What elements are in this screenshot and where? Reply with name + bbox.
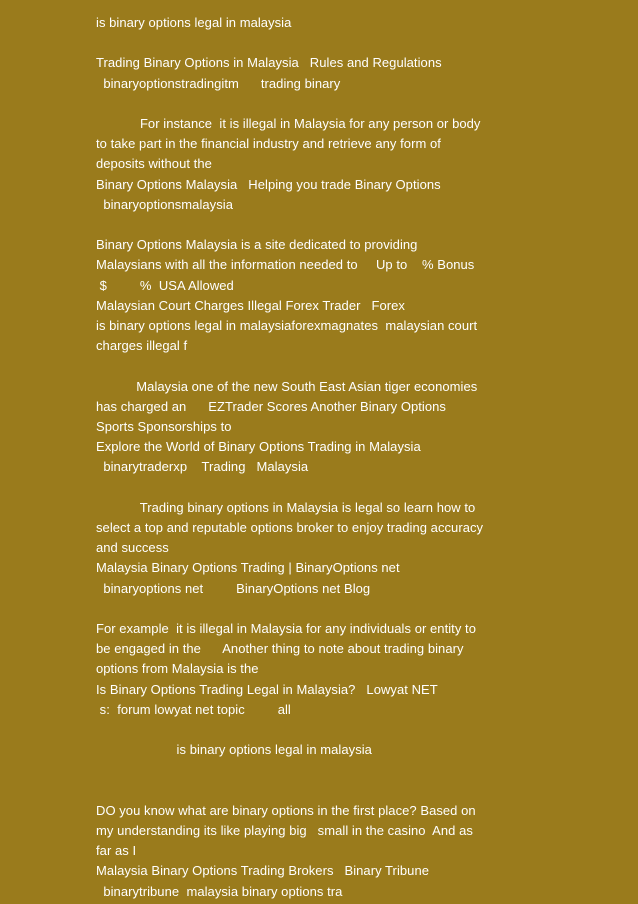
result-snippet: Malaysians with all the information needed to Up to % Bonus — [96, 257, 475, 273]
text-column — [96, 13, 536, 902]
result-title: Binary Options Malaysia Helping you trade Binary Options — [96, 176, 441, 192]
result-url: binarytraderxp Trading Malaysia — [96, 459, 309, 475]
blank-line — [96, 215, 536, 235]
result-snippet: my understanding its like playing big small in the casino And as — [96, 822, 473, 838]
blank-line — [96, 760, 536, 780]
blank-line — [96, 33, 536, 53]
result-title: Malaysia Binary Options Trading | BinaryOptions net — [96, 560, 400, 576]
result-url: binaryoptionstradingitm trading binary — [96, 75, 341, 91]
blank-line — [96, 478, 536, 498]
result-snippet: For instance it is illegal in Malaysia for any person or body — [96, 115, 481, 131]
result-url: is binary options legal in malaysiaforexmagnates malaysian court — [96, 318, 478, 333]
result-snippet: to take part in the financial industry and retrieve any form of — [96, 136, 441, 152]
result-title: Is Binary Options Trading Legal in Malaysia? Lowyat NET — [96, 681, 438, 697]
blank-line — [96, 356, 536, 376]
result-url: s: forum lowyat net topic all — [96, 701, 291, 717]
result-url: binaryoptions net BinaryOptions net Blog — [96, 580, 371, 596]
result-title: Explore the World of Binary Options Trading in Malaysia — [96, 439, 421, 455]
result-snippet: far as I — [96, 843, 137, 859]
result-snippet: options from Malaysia is the — [96, 661, 259, 677]
result-url: charges illegal f — [96, 338, 188, 354]
result-title: Trading Binary Options in Malaysia Rules and Regulations — [96, 55, 442, 71]
result-snippet: $ % USA Allowed — [96, 277, 234, 293]
result-snippet: has charged an EZTrader Scores Another Binary Options — [96, 398, 446, 414]
blank-line — [96, 599, 536, 619]
result-snippet: be engaged in the Another thing to note about trading binary — [96, 641, 464, 657]
result-snippet: and success — [96, 540, 169, 556]
result-snippet: deposits without the — [96, 156, 212, 172]
result-title: Malaysia Binary Options Trading Brokers Binary Tribune — [96, 863, 429, 879]
blank-line — [96, 720, 536, 740]
result-snippet: Malaysia one of the new South East Asian tiger economies — [96, 378, 478, 394]
result-snippet: DO you know what are binary options in the first place? Based on — [96, 802, 476, 818]
result-url: binaryoptionsmalaysia — [96, 196, 233, 212]
result-snippet: select a top and reputable options broker to enjoy trading accuracy — [96, 520, 484, 535]
result-snippet: Binary Options Malaysia is a site dedicated to providing — [96, 237, 418, 253]
blank-line — [96, 94, 536, 114]
heading-line: is binary options legal in malaysia — [96, 15, 292, 30]
result-url: binarytribune malaysia binary options tra — [96, 883, 343, 899]
result-snippet: Sports Sponsorships to — [96, 419, 232, 434]
blank-line — [96, 781, 536, 801]
result-snippet: Trading binary options in Malaysia is legal so learn how to — [96, 499, 476, 515]
result-snippet: For example it is illegal in Malaysia for any individuals or entity to — [96, 621, 476, 636]
centered-heading: is binary options legal in malaysia — [96, 742, 372, 758]
result-title: Malaysian Court Charges Illegal Forex Trader Forex — [96, 297, 405, 313]
